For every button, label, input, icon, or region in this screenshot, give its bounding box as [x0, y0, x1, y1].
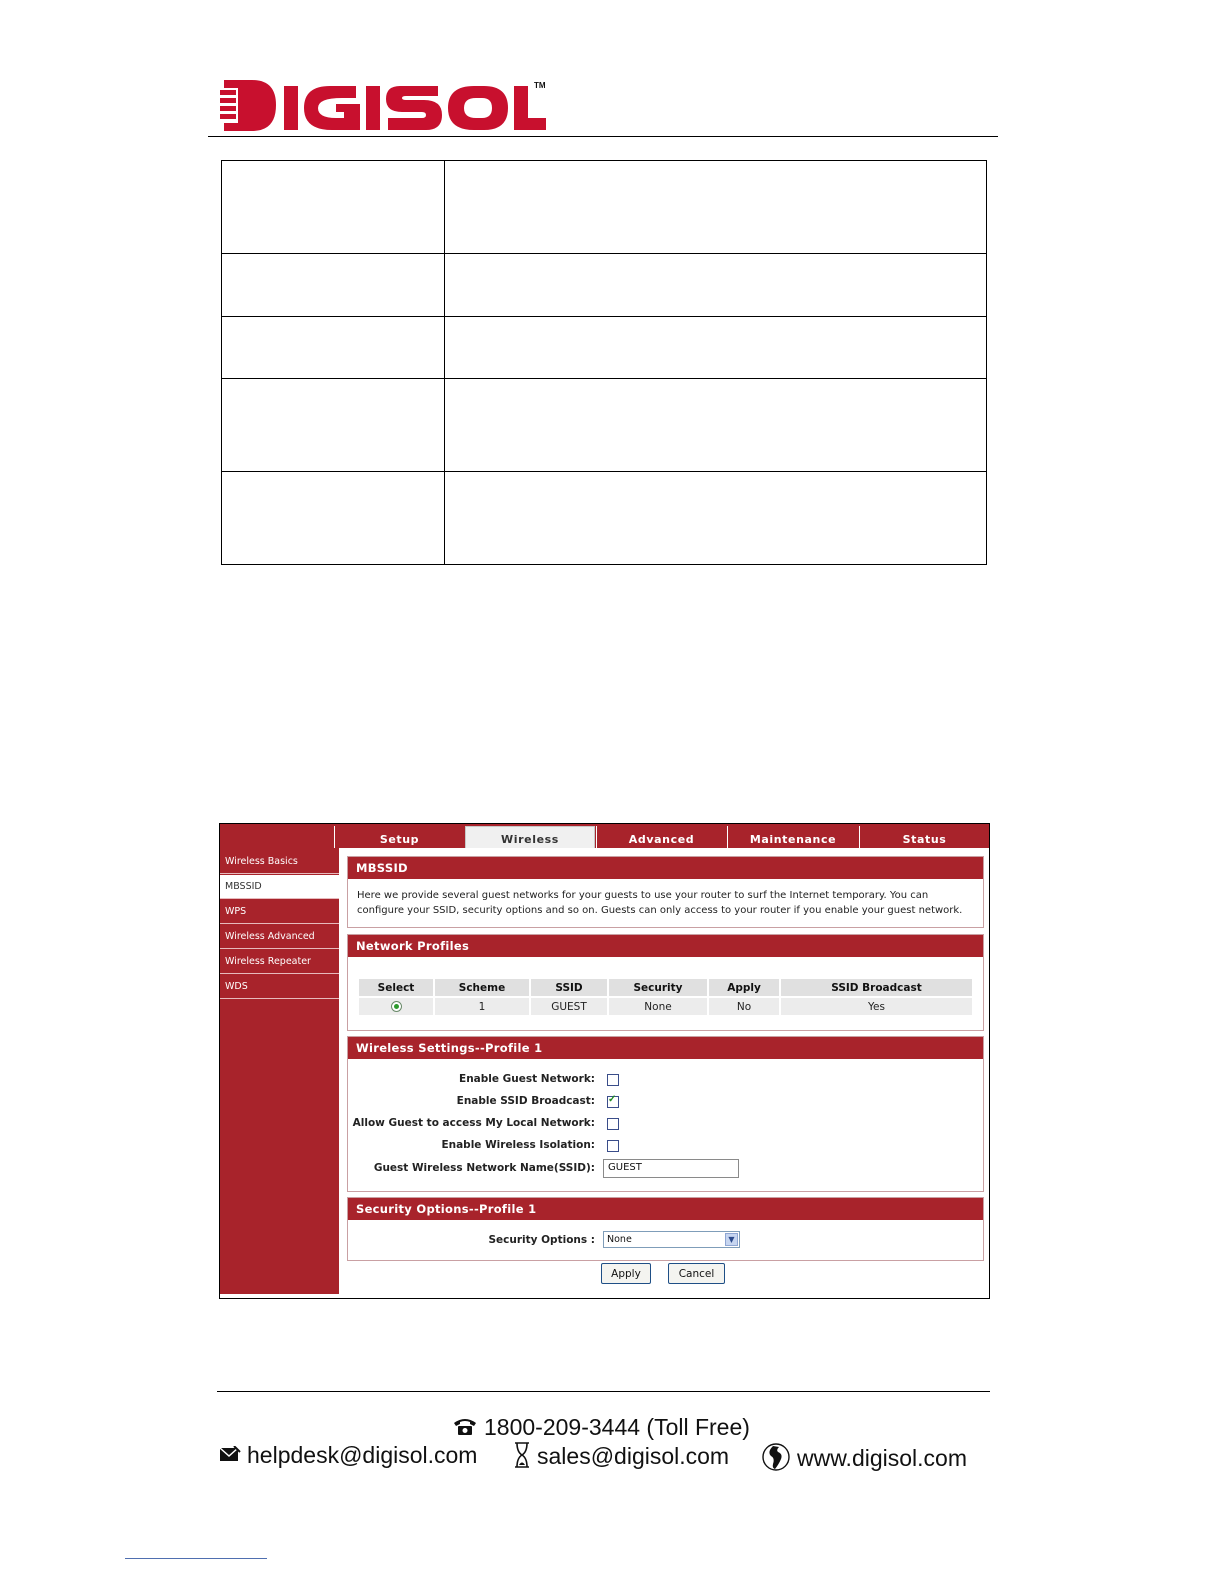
- footer-sales: [513, 1442, 729, 1474]
- ssid-broadcast-row: [348, 1092, 983, 1112]
- security-options-select[interactable]: [603, 1231, 740, 1248]
- column-header-apply: Apply: [709, 979, 779, 996]
- helpdesk-email[interactable]: helpdesk@digisol.com: [247, 1442, 478, 1468]
- svg-text:TM: TM: [534, 81, 546, 90]
- column-header-ssid-broadcast: SSID Broadcast: [781, 979, 972, 996]
- mbssid-title: MBSSID: [348, 857, 983, 879]
- router-ui-screenshot: [219, 823, 990, 1299]
- network-profiles-panel: [347, 934, 984, 1031]
- mail-icon: [219, 1443, 241, 1470]
- enable-guest-label: Enable Guest Network:: [459, 1073, 595, 1085]
- cancel-button[interactable]: Cancel: [668, 1263, 725, 1284]
- column-header-ssid: SSID: [531, 979, 607, 996]
- sidebar: [220, 848, 339, 1294]
- table-row: [222, 161, 987, 254]
- sidebar-item-wds[interactable]: WDS: [220, 975, 339, 999]
- globe-icon: [761, 1442, 791, 1478]
- column-header-security: Security: [609, 979, 707, 996]
- footer-rule: [217, 1391, 990, 1392]
- ssid-broadcast-checkbox[interactable]: [607, 1096, 619, 1108]
- wireless-settings-panel: [347, 1036, 984, 1192]
- wireless-settings-title: Wireless Settings--Profile 1: [348, 1037, 983, 1059]
- tab-maintenance[interactable]: Maintenance: [727, 826, 858, 848]
- isolation-label: Enable Wireless Isolation:: [441, 1139, 595, 1151]
- security-options-row: [348, 1231, 983, 1251]
- digisol-logo: [220, 78, 550, 136]
- column-header-scheme: Scheme: [435, 979, 529, 996]
- table-row[interactable]: [359, 998, 972, 1015]
- footer-website: [761, 1442, 967, 1478]
- table-row: [222, 317, 987, 379]
- sidebar-item-wps[interactable]: WPS: [220, 900, 339, 924]
- security-options-title: Security Options--Profile 1: [348, 1198, 983, 1220]
- isolation-row: [348, 1136, 983, 1156]
- allow-local-checkbox[interactable]: [607, 1118, 619, 1130]
- ssid-name-input[interactable]: GUEST: [603, 1159, 739, 1178]
- website-link[interactable]: www.digisol.com: [797, 1445, 967, 1472]
- profile-apply: No: [709, 998, 779, 1015]
- document-table: [221, 160, 987, 565]
- enable-guest-checkbox[interactable]: [607, 1074, 619, 1086]
- tab-setup[interactable]: Setup: [334, 826, 464, 848]
- column-header-select: Select: [359, 979, 433, 996]
- header-rule: [208, 136, 998, 137]
- sidebar-item-mbssid[interactable]: MBSSID: [220, 875, 339, 899]
- hourglass-icon: [513, 1442, 531, 1474]
- phone-number: 1800-209-3444 (Toll Free): [484, 1414, 750, 1440]
- tab-status[interactable]: Status: [859, 826, 989, 848]
- sales-email[interactable]: sales@digisol.com: [537, 1443, 730, 1470]
- footer-phone: [452, 1414, 750, 1442]
- allow-local-row: [348, 1114, 983, 1134]
- sidebar-item-wireless-repeater[interactable]: Wireless Repeater: [220, 950, 339, 974]
- table-row: [222, 379, 987, 472]
- ssid-broadcast-label: Enable SSID Broadcast:: [456, 1095, 595, 1107]
- profile-ssid: GUEST: [531, 998, 607, 1015]
- chevron-down-icon[interactable]: ▼: [725, 1233, 738, 1246]
- table-row: [222, 472, 987, 565]
- table-row: [222, 254, 987, 317]
- apply-button[interactable]: Apply: [601, 1263, 651, 1284]
- tab-bar: [220, 824, 989, 848]
- security-options-label: Security Options :: [488, 1234, 595, 1246]
- profile-scheme: 1: [435, 998, 529, 1015]
- tab-advanced[interactable]: Advanced: [596, 826, 726, 848]
- ssid-name-label: Guest Wireless Network Name(SSID):: [373, 1162, 595, 1174]
- allow-local-label: Allow Guest to access My Local Network:: [352, 1117, 595, 1129]
- mbssid-panel: [347, 856, 984, 928]
- ssid-name-row: [348, 1159, 983, 1179]
- enable-guest-row: [348, 1070, 983, 1090]
- security-options-panel: [347, 1197, 984, 1261]
- isolation-checkbox[interactable]: [607, 1140, 619, 1152]
- network-profiles-title: Network Profiles: [348, 935, 983, 957]
- profiles-table: [357, 977, 974, 1017]
- security-options-value: None: [607, 1234, 632, 1245]
- phone-icon: [452, 1415, 478, 1442]
- mbssid-description: Here we provide several guest networks for your guests to use your router to surf the Internet temporary. You can configure your SSID, security options and so on. Guests can only access to your router if you enable your guest network.: [357, 890, 963, 916]
- tab-wireless[interactable]: Wireless: [465, 826, 595, 848]
- sidebar-item-wireless-advanced[interactable]: Wireless Advanced: [220, 925, 339, 949]
- profile-select-radio[interactable]: [391, 1001, 402, 1012]
- footer-helpdesk: [219, 1442, 477, 1470]
- profile-ssid-broadcast: Yes: [781, 998, 972, 1015]
- footnote-rule: [125, 1558, 267, 1559]
- profile-security: None: [609, 998, 707, 1015]
- sidebar-item-wireless-basics[interactable]: Wireless Basics: [220, 850, 339, 874]
